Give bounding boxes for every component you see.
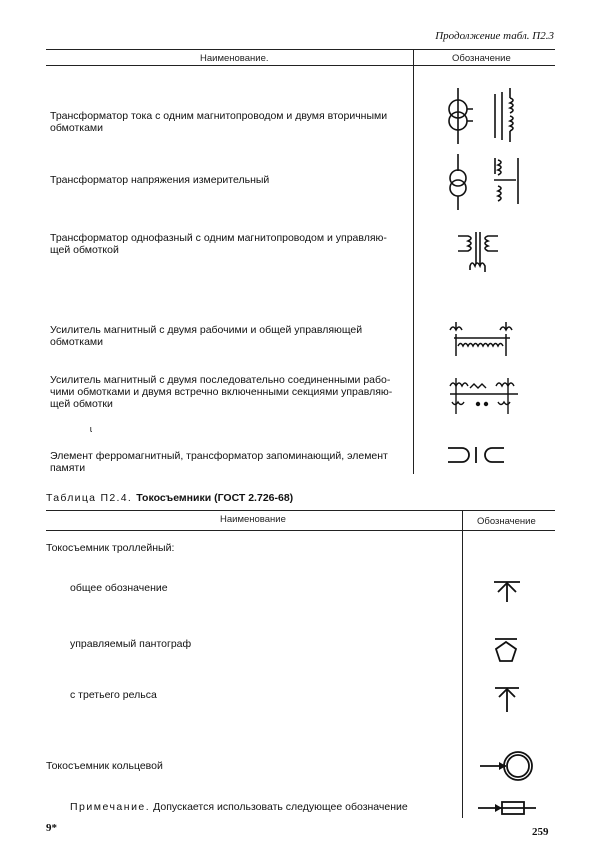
list-item: управляемый пантограф — [70, 638, 192, 650]
ferromagnetic-memory-element-icon — [446, 444, 516, 466]
table-row — [50, 174, 412, 186]
row-text-line: обмотками — [50, 336, 104, 348]
list-item: с третьего рельса — [70, 689, 157, 701]
note-label: Примечание. — [70, 801, 151, 813]
column-header-name: Наименование — [220, 514, 286, 525]
stray-mark: ɩ — [90, 424, 92, 434]
row-text-line: Усилитель магнитный с двумя последовательно соединенными рабо- — [50, 374, 391, 386]
row-text-line: щей обмоткой — [50, 244, 119, 256]
table-row — [50, 374, 412, 410]
table-row — [50, 110, 412, 134]
row-text-line: обмотками — [50, 122, 104, 134]
trolley-collector-general-icon — [490, 578, 524, 604]
row-text-line: памяти — [50, 462, 86, 474]
column-header-symbol: Обозначение — [477, 516, 536, 527]
row-text-line: чими обмотками и двумя встречно включенными секциями управляю- — [50, 386, 393, 398]
footer-signature: 9* — [46, 822, 57, 834]
controlled-pantograph-icon — [491, 636, 521, 664]
table-row — [50, 232, 412, 256]
page-number: 259 — [532, 826, 549, 838]
table-row — [50, 450, 412, 474]
table-row — [50, 324, 412, 348]
continuation-caption: Продолжение табл. П2.3 — [435, 30, 554, 42]
magnetic-amplifier-common-control-icon — [444, 316, 524, 366]
measuring-voltage-transformer-icon — [440, 152, 530, 212]
row-text-line: Трансформатор тока с одним магнитопроводом и двумя вторичными — [50, 110, 388, 122]
group-label: Токосъемник троллейный: — [46, 542, 175, 554]
ring-collector-icon — [478, 748, 538, 784]
ring-collector-alt-icon — [476, 798, 542, 818]
magnetic-amplifier-series-windings-icon — [444, 372, 524, 422]
table-title-prefix: Таблица П2.4. — [46, 492, 133, 504]
ring-collector-label: Токосъемник кольцевой — [46, 760, 163, 772]
row-text-line: Трансформатор однофазный с одним магнитопроводом и управляю- — [50, 232, 387, 244]
row-text-line: Трансформатор напряжения измерительный — [50, 174, 270, 186]
table-top-rule — [46, 510, 555, 511]
note-text: Допускается использовать следующее обозначение — [153, 801, 408, 813]
table-header-rule — [46, 65, 555, 66]
row-text-line: Усилитель магнитный с двумя рабочими и общей управляющей — [50, 324, 363, 336]
third-rail-collector-icon — [492, 684, 522, 714]
column-header-symbol: Обозначение — [452, 53, 511, 64]
note — [70, 801, 408, 813]
table-title-bold: Токосъемники (ГОСТ 2.726-68) — [136, 492, 294, 504]
column-header-name: Наименование. — [200, 53, 269, 64]
single-phase-transformer-control-winding-icon — [450, 226, 520, 286]
table-title — [46, 492, 293, 504]
table-header-rule — [46, 530, 555, 531]
table-column-divider — [462, 510, 463, 818]
table-column-divider — [413, 49, 414, 474]
current-transformer-two-secondaries-icon — [440, 86, 530, 146]
row-text-line: Элемент ферромагнитный, трансформатор запоминающий, элемент — [50, 450, 388, 462]
list-item: общее обозначение — [70, 582, 168, 594]
row-text-line: щей обмотки — [50, 398, 113, 410]
table-top-rule — [46, 49, 555, 50]
